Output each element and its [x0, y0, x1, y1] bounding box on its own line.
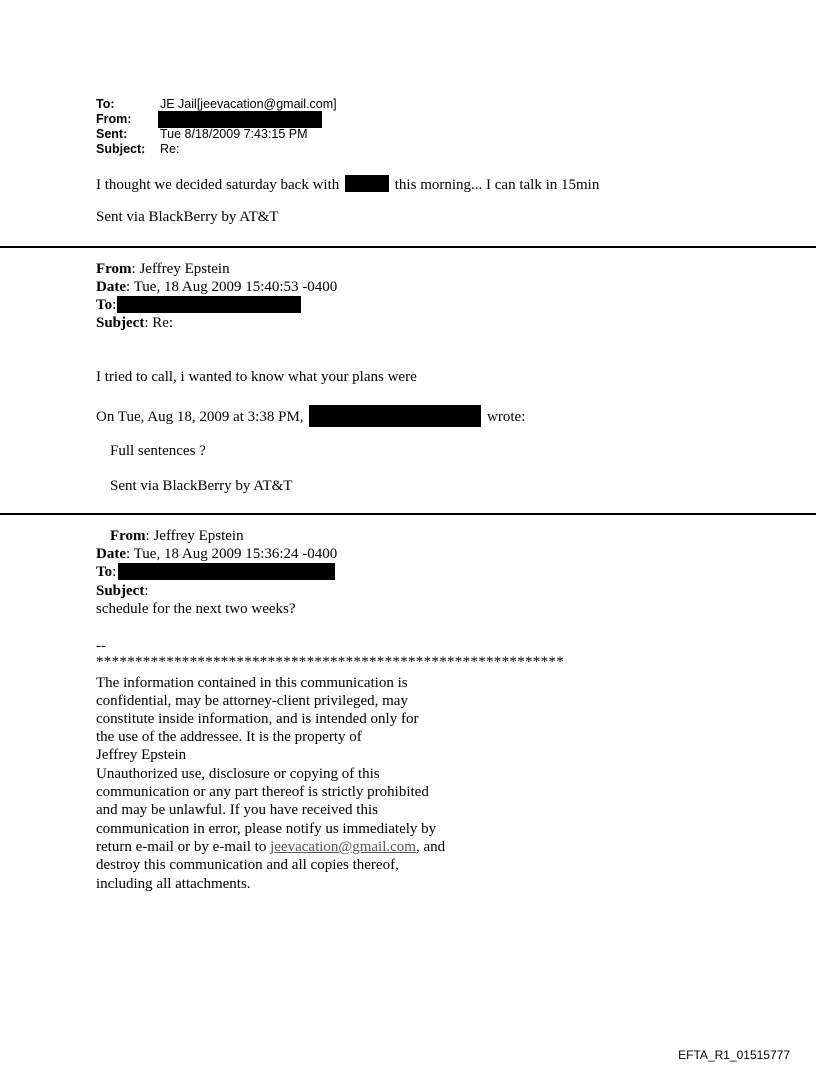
sig-dashes: -- — [96, 638, 106, 654]
disclaimer-line: Jeffrey Epstein — [96, 747, 187, 763]
message3-body: schedule for the next two weeks? — [96, 601, 296, 617]
divider-2 — [0, 513, 816, 515]
message2-to: To: — [96, 297, 117, 313]
message2-body: I tried to call, i wanted to know what your plans were — [96, 369, 417, 385]
redaction-to-3 — [118, 563, 335, 580]
sig-stars: ************************************************************ — [96, 654, 564, 670]
message1-body-before: I thought we decided saturday back with — [96, 177, 340, 193]
redaction-quote-sender — [309, 405, 481, 427]
disclaimer-line: and may be unlawful. If you have received this — [96, 802, 378, 818]
email-link[interactable]: jeevacation@gmail.com — [270, 839, 416, 855]
to-value: JE Jail[jeevacation@gmail.com] — [160, 97, 337, 111]
bates-number: EFTA_R1_01515777 — [678, 1048, 790, 1062]
from-label: From: — [96, 112, 132, 126]
message1-body-after: this morning... I can talk in 15min — [394, 177, 600, 193]
divider-1 — [0, 246, 816, 248]
subject-label: Subject: — [96, 142, 146, 156]
message3-subject: Subject: — [96, 583, 149, 599]
message3-date: Date: Tue, 18 Aug 2009 15:36:24 -0400 — [96, 546, 338, 562]
message1-body — [96, 175, 599, 194]
disclaimer-line: communication or any part thereof is strictly prohibited — [96, 784, 429, 800]
sent-value: Tue 8/18/2009 7:43:15 PM — [160, 127, 308, 141]
redaction-from — [158, 111, 322, 128]
message2-subject: Subject: Re: — [96, 315, 174, 331]
message2-date: Date: Tue, 18 Aug 2009 15:40:53 -0400 — [96, 279, 338, 295]
subject-value: Re: — [160, 142, 180, 156]
disclaimer-line: The information contained in this communication is — [96, 675, 408, 691]
sent-label: Sent: — [96, 127, 128, 141]
message3-to: To: — [96, 564, 117, 580]
disclaimer-line: the use of the addressee. It is the property of — [96, 729, 362, 745]
message2-quoted-signature: Sent via BlackBerry by AT&T — [110, 478, 293, 494]
message2-quote-intro: On Tue, Aug 18, 2009 at 3:38 PM, wrote: — [96, 405, 525, 427]
disclaimer-line: constitute inside information, and is intended only for — [96, 711, 419, 727]
message2-from: From: Jeffrey Epstein — [96, 261, 230, 277]
disclaimer-line: destroy this communication and all copies thereof, — [96, 857, 399, 873]
redaction-inline-1 — [345, 175, 389, 192]
disclaimer-line: including all attachments. — [96, 876, 251, 892]
disclaimer-line: communication in error, please notify us immediately by — [96, 821, 437, 837]
disclaimer-line: Unauthorized use, disclosure or copying of this — [96, 766, 380, 782]
redaction-to-2 — [117, 296, 301, 313]
disclaimer-line: confidential, may be attorney-client privileged, may — [96, 693, 408, 709]
disclaimer-return-line: return e-mail or by e-mail to jeevacation@gmail.com, and — [96, 839, 446, 855]
message3-from: From: Jeffrey Epstein — [110, 528, 244, 544]
message2-quoted-line: Full sentences ? — [110, 443, 206, 459]
message1-signature: Sent via BlackBerry by AT&T — [96, 209, 279, 225]
to-label: To: — [96, 97, 115, 111]
